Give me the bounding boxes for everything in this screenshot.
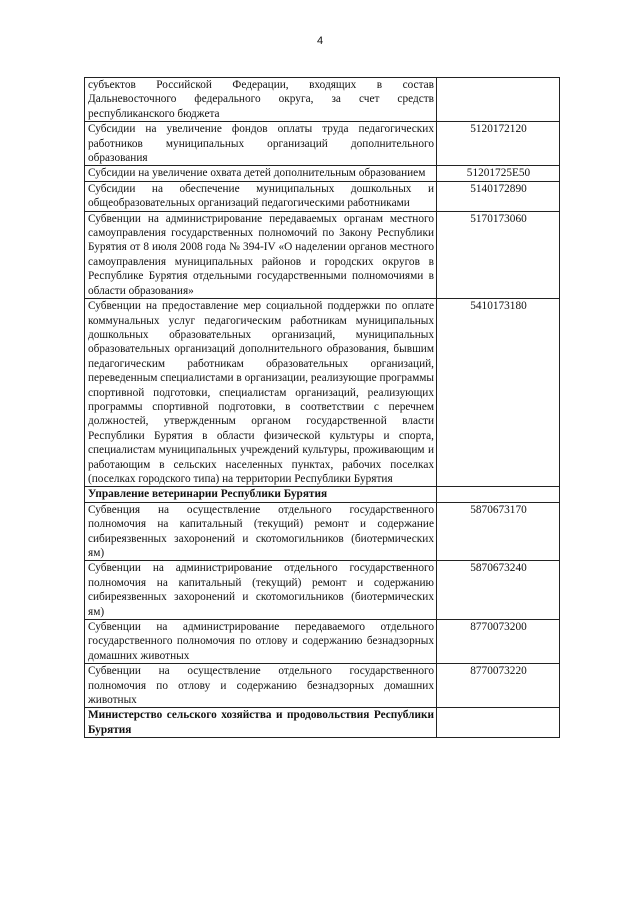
table-row (85, 664, 560, 708)
empty-code-cell (437, 487, 560, 502)
code-cell: 5410173180 (437, 299, 560, 487)
description-cell: субъектов Российской Федерации, входящих в состав Дальневосточного федерального округа, за счет средств республиканского бюджета (85, 78, 437, 122)
description-cell: Субвенции на предоставление мер социальной поддержки по оплате коммунальных услуг педагогическим работникам муниципальных дошкольных образовательных организаций, муниципальных образовательных организаций дополнительного образования, бывшим педагогическим работникам образовательных организаций, переведенным специалистами в организации, реализующие программы спортивной подготовки, специалистам организаций, реализующих программы спортивной подготовки, в соответствии с перечнем должностей, утвержденным органом государственной власти Республики Бурятия в области физической культуры и спорта, специалистам муниципальных учреждений культуры, проживающим и работающим в сельских населенных пунктах, рабочих поселках (поселках городского типа) на территории Республики Бурятия (85, 299, 437, 487)
table-row (85, 122, 560, 166)
section-title: Министерство сельского хозяйства и продовольствия Республики Бурятия (85, 708, 437, 738)
code-cell: 8770073200 (437, 620, 560, 664)
code-cell: 5870673170 (437, 502, 560, 561)
section-row (85, 487, 560, 502)
table-row (85, 181, 560, 211)
code-cell: 5870673240 (437, 561, 560, 620)
table-row (85, 78, 560, 122)
code-cell: 8770073220 (437, 664, 560, 708)
description-cell: Субвенции на осуществление отдельного государственного полномочия по отлову и содержанию безнадзорных домашних животных (85, 664, 437, 708)
code-cell: 5120172120 (437, 122, 560, 166)
table-row (85, 299, 560, 487)
description-cell: Субсидии на увеличение фондов оплаты труда педагогических работников муниципальных организаций дополнительного образования (85, 122, 437, 166)
table-row (85, 211, 560, 298)
table-body (85, 78, 560, 738)
description-cell: Субсидии на обеспечение муниципальных дошкольных и общеобразовательных организаций педагогическими работниками (85, 181, 437, 211)
page-number: 4 (316, 35, 324, 47)
description-cell: Субвенции на администрирование отдельного государственного полномочия на капитальный (текущий) ремонт и содержанию сибиреязвенных захоронений и скотомогильников (биотермических ям) (85, 561, 437, 620)
code-cell: 51201725Е50 (437, 166, 560, 181)
section-title: Управление ветеринарии Республики Бурятия (85, 487, 437, 502)
code-cell (437, 78, 560, 122)
description-cell: Субвенция на осуществление отдельного государственного полномочия на капитальный (текущий) ремонт и содержание сибиреязвенных захоронений и скотомогильников (биотермических ям) (85, 502, 437, 561)
description-cell: Субвенции на администрирование передаваемого отдельного государственного полномочия по отлову и содержанию безнадзорных домашних животных (85, 620, 437, 664)
empty-code-cell (437, 708, 560, 738)
code-cell: 5170173060 (437, 211, 560, 298)
description-cell: Субвенции на администрирование передаваемых органам местного самоуправления государственных полномочий по Закону Республики Бурятия от 8 июля 2008 года № 394-IV «О наделении органов местного самоуправления муниципальных районов и городских округов в Республике Бурятия отдельными государственными полномочиями в области образования» (85, 211, 437, 298)
section-row (85, 708, 560, 738)
table-row (85, 166, 560, 181)
table-row (85, 502, 560, 561)
budget-codes-table (84, 77, 560, 738)
code-cell: 5140172890 (437, 181, 560, 211)
table-row (85, 561, 560, 620)
description-cell: Субсидии на увеличение охвата детей дополнительным образованием (85, 166, 437, 181)
table-row (85, 620, 560, 664)
